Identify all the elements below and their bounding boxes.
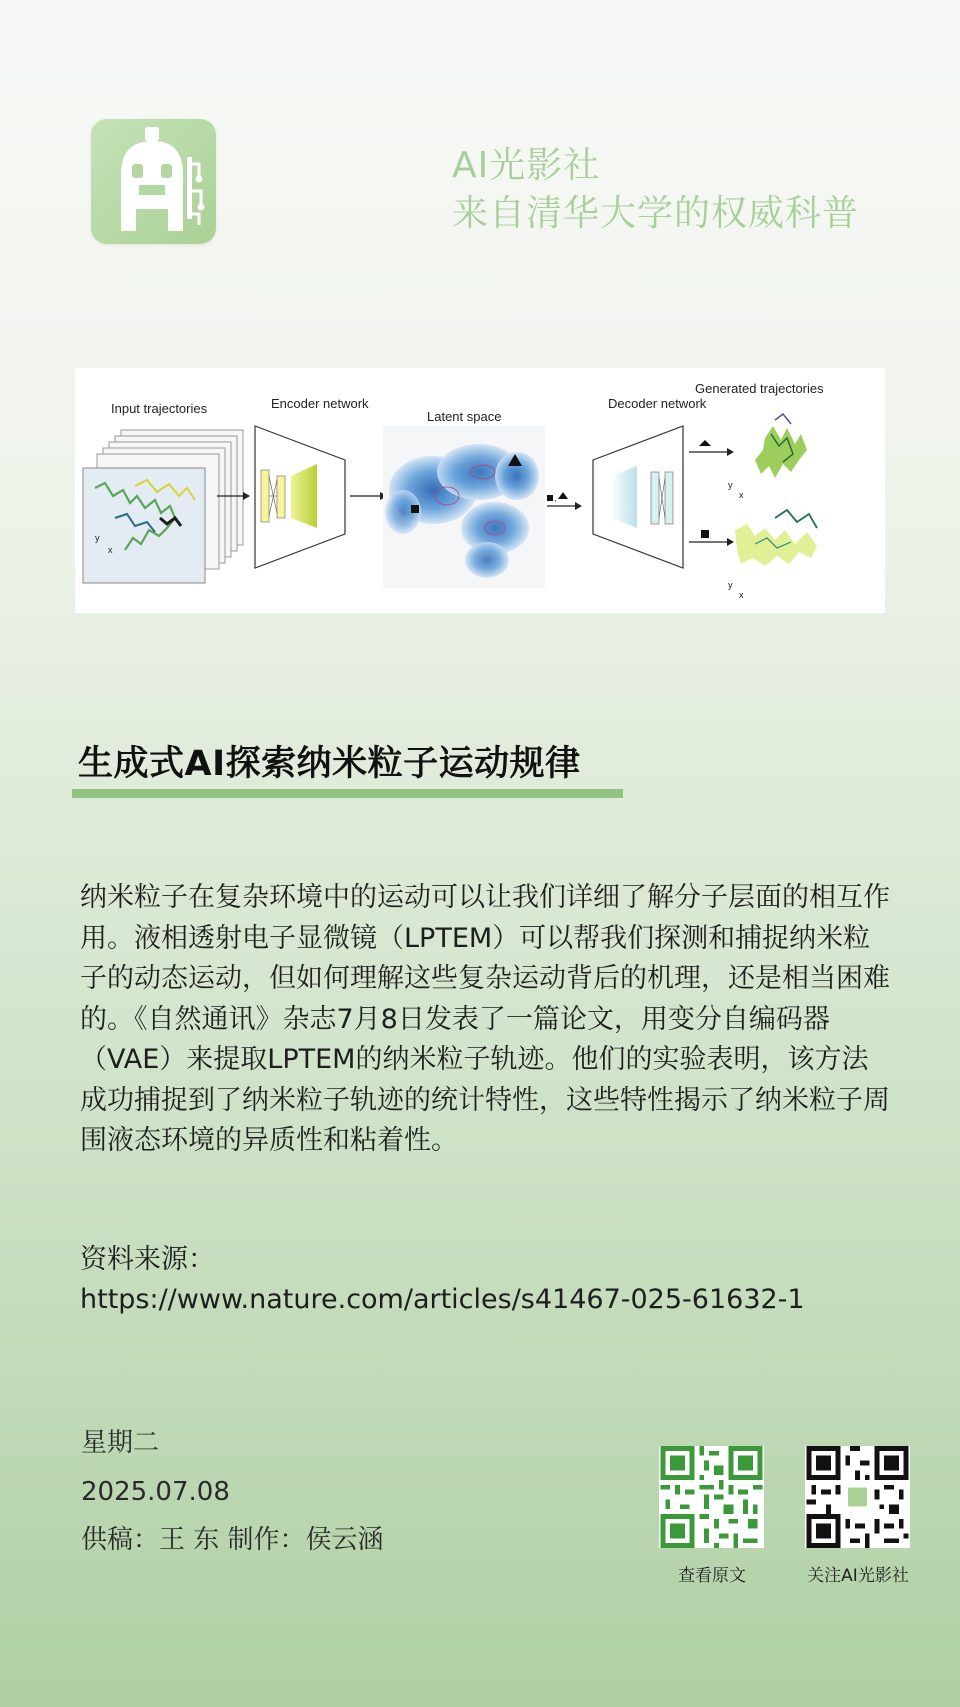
svg-text:y: y — [95, 533, 100, 543]
label-generated-trajectories: Generated trajectories — [695, 381, 824, 396]
label-input-trajectories: Input trajectories — [111, 401, 208, 416]
svg-text:,: , — [554, 493, 557, 503]
weekday: 星期二 — [81, 1428, 160, 1458]
qr-code-follow-account[interactable] — [805, 1446, 910, 1548]
svg-text:x: x — [739, 490, 744, 500]
label-latent-space: Latent space — [427, 409, 502, 424]
brand-tagline: 来自清华大学的权威科普 — [452, 193, 860, 234]
vae-pipeline-figure — [75, 368, 885, 613]
source-label: 资料来源： — [80, 1244, 215, 1275]
article-title: 生成式AI探索纳米粒子运动规律 — [78, 744, 581, 784]
decoder-network-diagram — [593, 426, 683, 568]
generated-trajectory-top — [728, 414, 807, 500]
qr-code-view-original[interactable] — [659, 1446, 764, 1548]
title-underline — [72, 789, 623, 798]
latent-space-plot — [383, 426, 545, 588]
generated-trajectory-bottom — [728, 510, 817, 600]
robot-ai-logo-icon — [91, 119, 216, 244]
label-encoder-network: Encoder network — [271, 396, 369, 411]
input-trajectory-stack — [83, 430, 243, 583]
svg-text:y: y — [728, 580, 733, 590]
source-url-link[interactable]: https://www.nature.com/articles/s41467-025-61632-1 — [80, 1284, 805, 1315]
publish-date: 2025.07.08 — [81, 1477, 230, 1507]
brand-name: AI光影社 — [452, 145, 601, 186]
article-body: 纳米粒子在复杂环境中的运动可以让我们详细了解分子层面的相互作用。液相透射电子显微镜（LPTEM）可以帮我们探测和捕捉纳米粒子的动态运动，但如何理解这些复杂运动背后的机理，还是相当困难的。《自然通讯》杂志7月8日发表了一篇论文，用变分自编码器（VAE）来提取LPTEM的纳米粒子轨迹。他们的实验表明，该方法成功捕捉到了纳米粒子轨迹的统计特性，这些特性揭示了纳米粒子周围液态环境的异质性和粘着性。 — [80, 882, 890, 1156]
svg-text:x: x — [108, 545, 113, 555]
credits: 供稿：王 东 制作：侯云涵 — [81, 1525, 384, 1555]
qr-caption-view-original: 查看原文 — [678, 1566, 746, 1586]
qr-caption-follow-account: 关注AI光影社 — [807, 1566, 909, 1586]
brand-logo — [91, 119, 216, 244]
label-decoder-network: Decoder network — [608, 396, 707, 411]
brand-block — [452, 142, 859, 238]
svg-text:x: x — [739, 590, 744, 600]
svg-text:y: y — [728, 480, 733, 490]
encoder-network-diagram — [255, 426, 345, 568]
